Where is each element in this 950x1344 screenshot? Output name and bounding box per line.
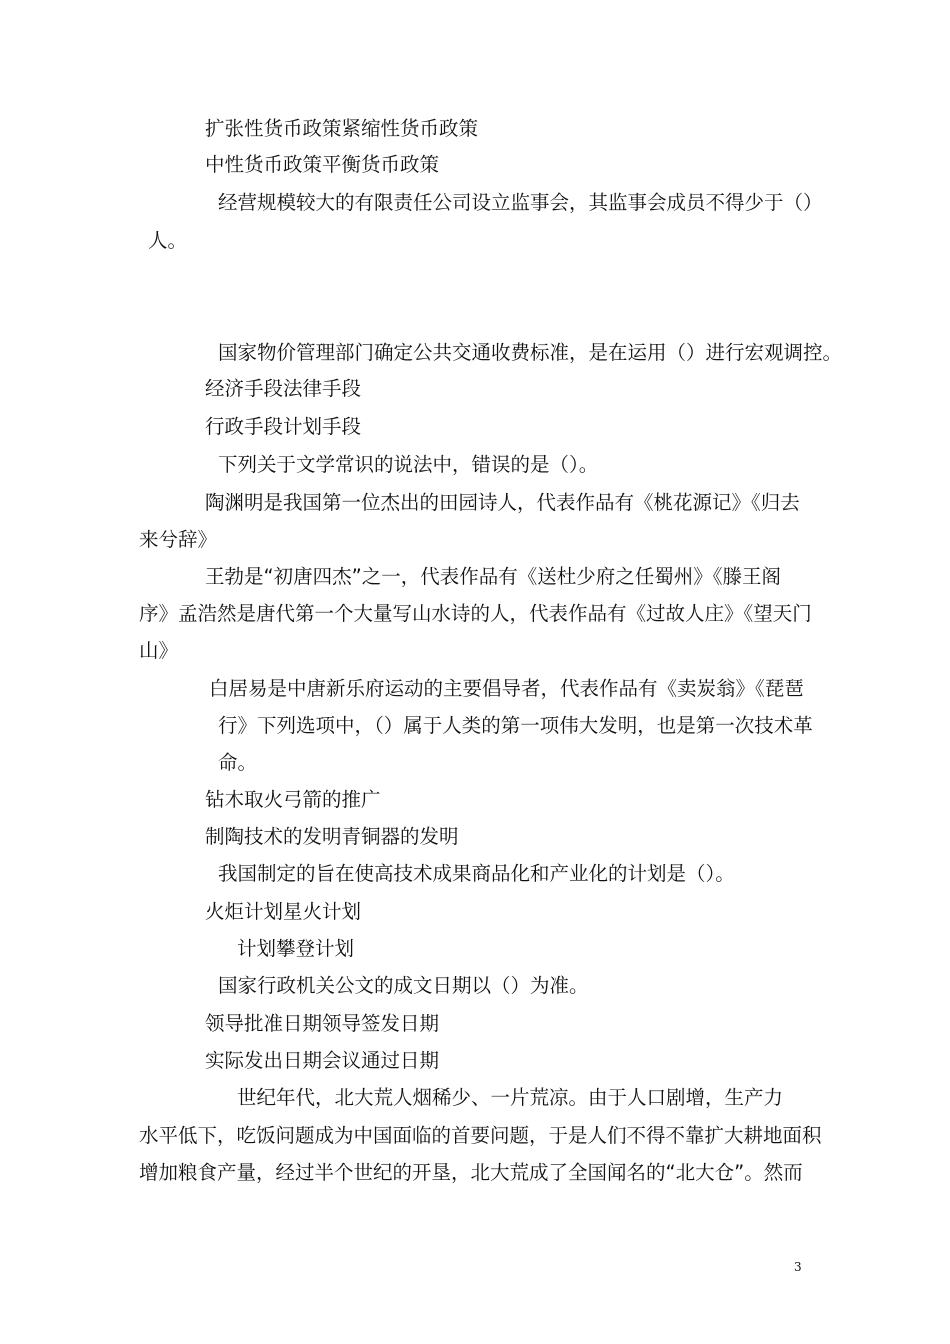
text-line: 山》 (139, 639, 179, 662)
text-line: 实际发出日期会议通过日期 (205, 1049, 440, 1072)
text-line: 行政手段计划手段 (205, 415, 362, 438)
text-line: 扩张性货币政策紧缩性货币政策 (205, 117, 479, 140)
page-number: 3 (794, 1260, 802, 1274)
text-line: 行》下列选项中，（）属于人类的第一项伟大发明，也是第一次技术革 (218, 714, 813, 737)
text-line: 王勃是“初唐四杰”之一，代表作品有《送杜少府之任蜀州》《滕王阁 (205, 565, 781, 588)
text-line: 世纪年代，北大荒人烟稀少、一片荒凉。由于人口剧增，生产力 (237, 1086, 784, 1109)
text-line: 白居易是中唐新乐府运动的主要倡导者，代表作品有《卖炭翁》《琵琶 (209, 677, 804, 700)
text-line: 领导批准日期领导签发日期 (205, 1012, 440, 1035)
text-line: 计划攀登计划 (237, 937, 355, 960)
text-line: 我国制定的旨在使高技术成果商品化和产业化的计划是（）。 (218, 862, 735, 885)
text-line: 下列关于文学常识的说法中，错误的是（）。 (218, 453, 599, 476)
text-line: 经济手段法律手段 (205, 377, 362, 400)
text-line: 钻木取火弓箭的推广 (205, 788, 381, 811)
text-line: 国家行政机关公文的成文日期以（）为准。 (218, 974, 589, 997)
text-line: 水平低下，吃饭问题成为中国面临的首要问题，于是人们不得不靠扩大耕地面积 (139, 1124, 822, 1147)
text-line: 国家物价管理部门确定公共交通收费标准，是在运用（）进行宏观调控。 (218, 341, 843, 364)
text-line: 序》孟浩然是唐代第一个大量写山水诗的人，代表作品有《过故人庄》《望天门 (139, 602, 812, 625)
text-line: 经营规模较大的有限责任公司设立监事会，其监事会成员不得少于（） (218, 191, 823, 214)
text-line: 来兮辞》 (139, 528, 218, 551)
text-line: 人。 (148, 229, 188, 252)
text-line: 命。 (218, 751, 258, 774)
text-line: 制陶技术的发明青铜器的发明 (205, 825, 459, 848)
text-line: 中性货币政策平衡货币政策 (205, 153, 440, 176)
text-line: 增加粮食产量，经过半个世纪的开垦，北大荒成了全国闻名的“北大仓”。然而 (139, 1161, 803, 1184)
text-line: 火炬计划星火计划 (205, 900, 362, 923)
text-line: 陶渊明是我国第一位杰出的田园诗人，代表作品有《桃花源记》《归去 (205, 491, 800, 514)
